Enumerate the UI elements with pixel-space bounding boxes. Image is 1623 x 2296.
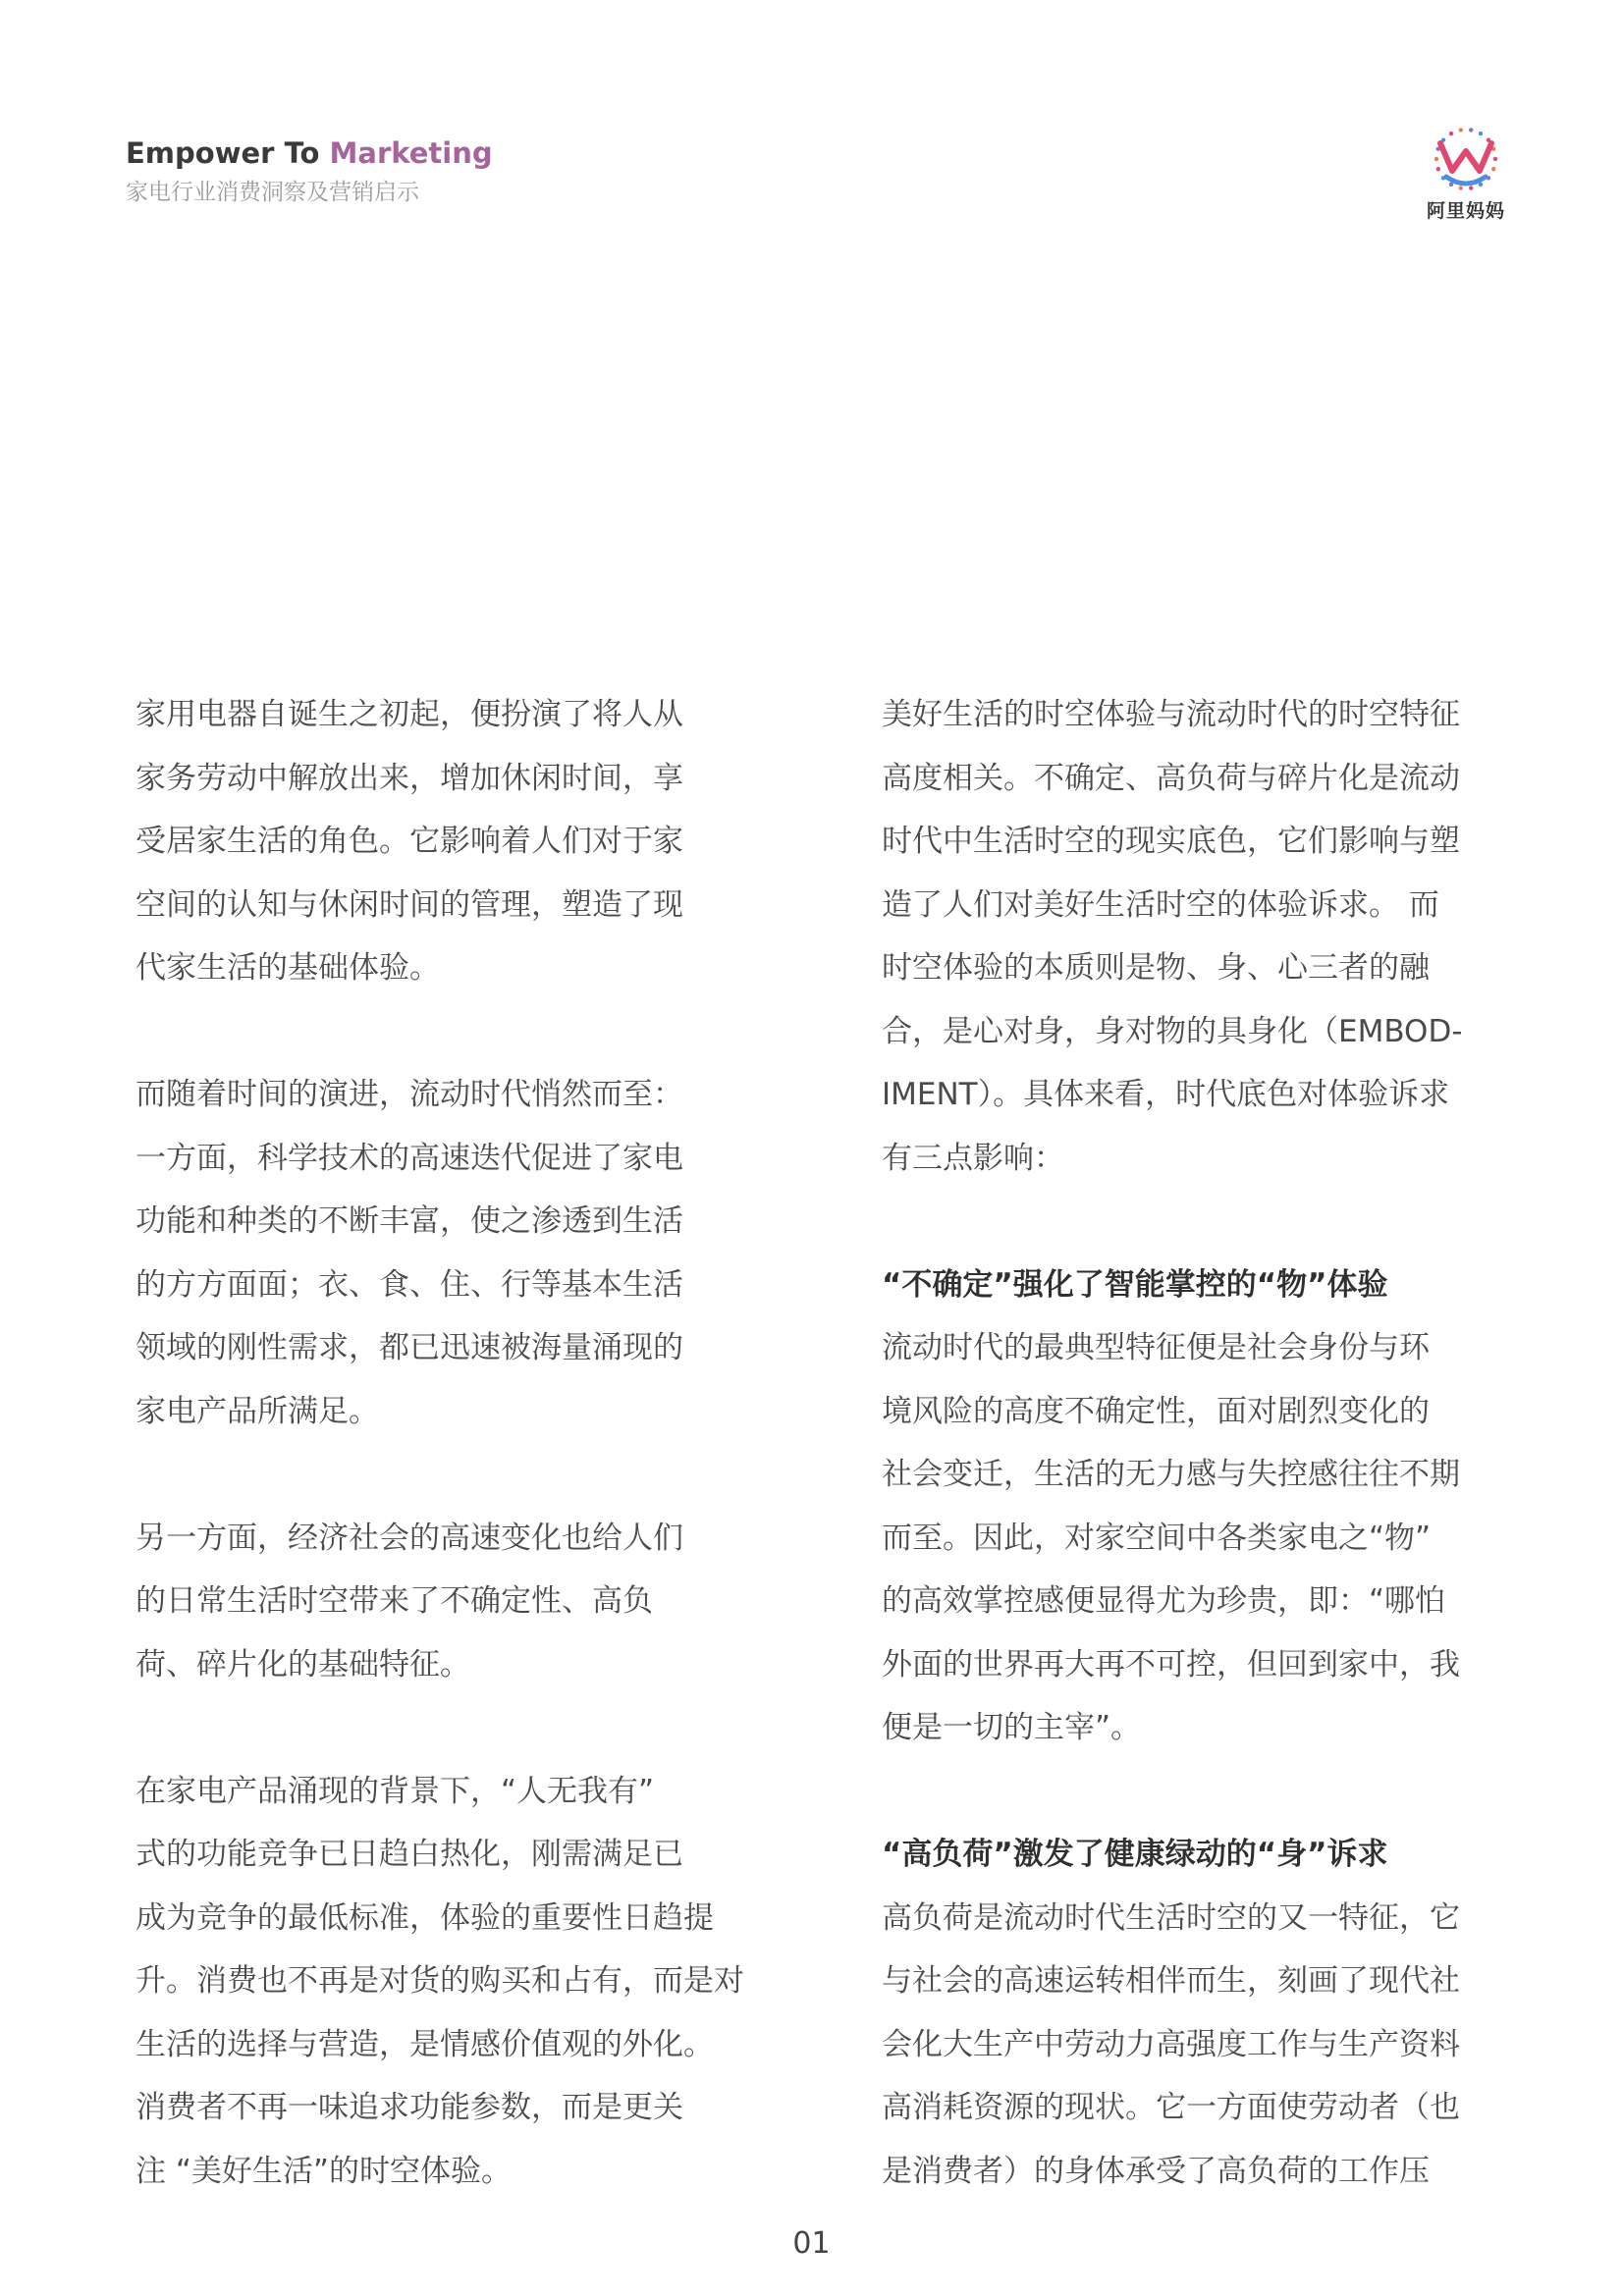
text-line: 领域的刚性需求，都已迅速被海量涌现的 bbox=[135, 1330, 683, 1365]
text-line: 高度相关。不确定、高负荷与碎片化是流动 bbox=[882, 760, 1460, 796]
text-line: 一方面，科学技术的高速迭代促进了家电 bbox=[135, 1140, 683, 1176]
text-line: 另一方面，经济社会的高速变化也给人们 bbox=[135, 1520, 683, 1556]
text-line: 家电产品所满足。 bbox=[135, 1393, 379, 1429]
text-line: 造了人们对美好生活时空的体验诉求。 而 bbox=[882, 886, 1439, 923]
alimama-logo-icon bbox=[1427, 126, 1505, 194]
text-line: 家务劳动中解放出来，增加休闲时间，享 bbox=[135, 760, 683, 796]
document-header bbox=[126, 133, 493, 208]
text-line: 家用电器自诞生之初起，便扮演了将人从 bbox=[135, 697, 683, 732]
text-line: 美好生活的时空体验与流动时代的时空特征 bbox=[882, 697, 1460, 732]
left-paragraph-3 bbox=[135, 1507, 764, 1697]
text-line: 受居家生活的角色。它影响着人们对于家 bbox=[135, 824, 683, 859]
left-paragraph-1 bbox=[135, 683, 764, 1000]
left-paragraph-4 bbox=[135, 1760, 764, 2204]
left-paragraph-2 bbox=[135, 1063, 764, 1443]
brand-title-part2: Marketing bbox=[329, 136, 493, 170]
text-line: 在家电产品涌现的背景下，“人无我有” bbox=[135, 1773, 655, 1809]
text-line: 而至。因此，对家空间中各类家电之“物” bbox=[882, 1520, 1432, 1556]
brand-title-part1: Empower To bbox=[126, 136, 330, 170]
text-line: 合，是心对身，身对物的具身化（EMBOD- bbox=[882, 1013, 1463, 1049]
right-paragraph-1 bbox=[882, 683, 1510, 1190]
right-column bbox=[882, 683, 1510, 2203]
text-line: 代家生活的基础体验。 bbox=[135, 950, 440, 986]
text-line: 消费者不再一味追求功能参数，而是更关 bbox=[135, 2090, 683, 2125]
text-line: 的日常生活时空带来了不确定性、高负 bbox=[135, 1583, 653, 1619]
logo-text: 阿里妈妈 bbox=[1426, 200, 1505, 222]
text-line: 式的功能竞争已日趋白热化，刚需满足已 bbox=[135, 1837, 683, 1872]
text-line: 时空体验的本质则是物、身、心三者的融 bbox=[882, 950, 1430, 986]
text-line: 成为竞争的最低标准，体验的重要性日趋提 bbox=[135, 1899, 714, 1936]
text-line: 生活的选择与营造，是情感价值观的外化。 bbox=[135, 2026, 714, 2062]
alimama-logo bbox=[1422, 126, 1510, 223]
text-line: 而随着时间的演进，流动时代悄然而至： bbox=[135, 1077, 683, 1112]
text-line: 高负荷是流动时代生活时空的又一特征，它 bbox=[882, 1899, 1460, 1936]
document-subtitle: 家电行业消费洞察及营销启示 bbox=[126, 180, 419, 205]
text-line: 注 “美好生活”的时空体验。 bbox=[135, 2153, 512, 2189]
text-line: 会化大生产中劳动力高强度工作与生产资料 bbox=[882, 2026, 1460, 2062]
text-line: 升。消费也不再是对货的购买和占有，而是对 bbox=[135, 1963, 744, 1999]
text-line: 的高效掌控感便显得尤为珍贵，即：“哪怕 bbox=[882, 1583, 1446, 1619]
text-line: 功能和种类的不断丰富，使之渗透到生活 bbox=[135, 1203, 683, 1239]
text-line: 流动时代的最典型特征便是社会身份与环 bbox=[882, 1330, 1430, 1365]
text-line: 便是一切的主宰”。 bbox=[882, 1710, 1142, 1745]
page-number: 01 bbox=[792, 2226, 831, 2261]
text-line: 荷、碎片化的基础特征。 bbox=[135, 1646, 470, 1682]
text-line: 与社会的高速运转相伴而生，刻画了现代社 bbox=[882, 1963, 1460, 1999]
text-line: 空间的认知与休闲时间的管理，塑造了现 bbox=[135, 886, 683, 923]
left-column bbox=[135, 683, 764, 2203]
text-line: IMENT）。具体来看，时代底色对体验诉求 bbox=[882, 1077, 1450, 1112]
right-paragraph-2 bbox=[882, 1316, 1510, 1760]
text-line: 境风险的高度不确定性，面对剧烈变化的 bbox=[882, 1393, 1430, 1429]
text-line: 社会变迁，生活的无力感与失控感往往不期 bbox=[882, 1457, 1460, 1492]
text-line: 的方方面面；衣、食、住、行等基本生活 bbox=[135, 1266, 683, 1303]
right-paragraph-3 bbox=[882, 1887, 1510, 2204]
text-line: 高消耗资源的现状。它一方面使劳动者（也 bbox=[882, 2090, 1460, 2125]
text-line: 有三点影响： bbox=[882, 1140, 1064, 1176]
brand-title bbox=[126, 133, 493, 173]
text-line: 时代中生活时空的现实底色，它们影响与塑 bbox=[882, 824, 1460, 859]
section-heading-uncertainty: “不确定”强化了智能掌控的“物”体验 bbox=[882, 1266, 1388, 1303]
text-line: 外面的世界再大再不可控，但回到家中，我 bbox=[882, 1646, 1460, 1682]
section-heading-high-load: “高负荷”激发了健康绿动的“身”诉求 bbox=[882, 1837, 1388, 1872]
text-line: 是消费者）的身体承受了高负荷的工作压 bbox=[882, 2153, 1430, 2189]
